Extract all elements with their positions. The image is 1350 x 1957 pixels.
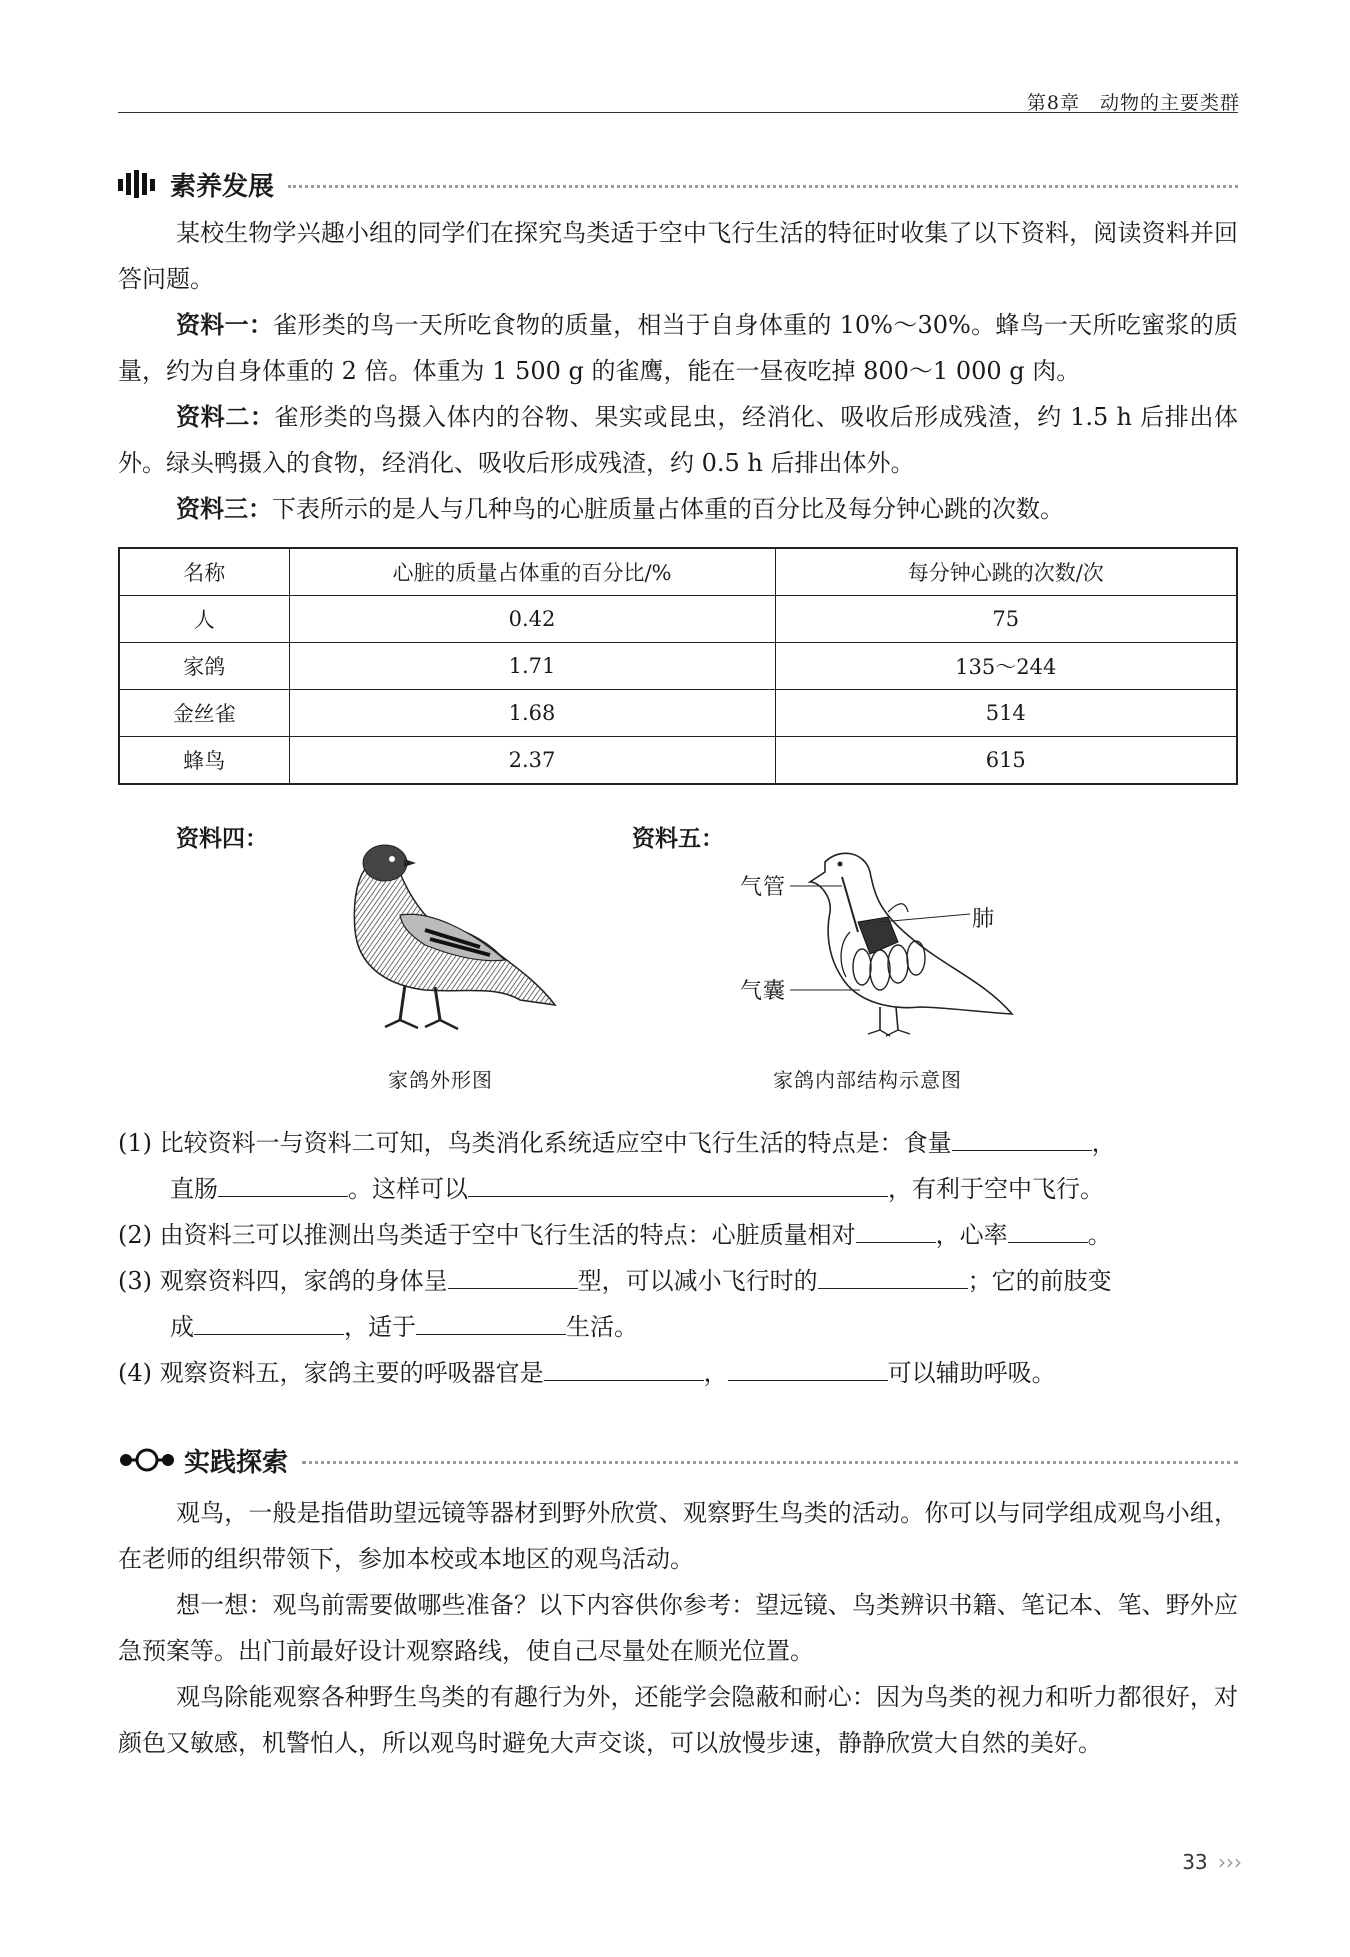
- answer-blank[interactable]: [416, 1308, 566, 1335]
- material3-text: 下表所示的是人与几种鸟的心脏质量占体重的百分比及每分钟心跳的次数。: [272, 495, 1064, 523]
- answer-blank[interactable]: [194, 1308, 344, 1335]
- question-text: (2) 由资料三可以推测出鸟类适于空中飞行生活的特点：心脏质量相对: [118, 1221, 856, 1249]
- table-row: [119, 643, 1237, 690]
- intro-paragraph: 某校生物学兴趣小组的同学们在探究鸟类适于空中飞行生活的特征时收集了以下资料，阅读资料并回答问题。: [118, 219, 1238, 293]
- table-cell: 家鸽: [119, 643, 289, 690]
- question-text: ，有利于空中飞行。: [888, 1175, 1104, 1203]
- section-title: 实践探索: [184, 1447, 289, 1478]
- linked-circles-icon: [118, 1445, 176, 1475]
- table-row: [119, 737, 1237, 785]
- material1-paragraph: [118, 302, 1238, 394]
- table-cell: 1.71: [289, 643, 775, 690]
- table-header-cell: 每分钟心跳的次数/次: [775, 548, 1237, 596]
- table-header-cell: 名称: [119, 548, 289, 596]
- chapter-header: 第8章 动物的主要类群: [1026, 92, 1240, 114]
- question-3-cont: [170, 1304, 1238, 1350]
- answer-blank[interactable]: [856, 1216, 936, 1243]
- answer-blank[interactable]: [1008, 1216, 1088, 1243]
- question-4: [118, 1350, 1238, 1396]
- table-header-row: [119, 548, 1237, 596]
- table-row: [119, 690, 1237, 737]
- heart-rate-table: [118, 547, 1238, 785]
- page-arrows-icon: ›››: [1218, 1850, 1242, 1874]
- question-text: 型，可以减小飞行时的: [577, 1267, 818, 1295]
- table-cell: 蜂鸟: [119, 737, 289, 785]
- label-trachea: 气管: [740, 875, 787, 900]
- table-cell: 2.37: [289, 737, 775, 785]
- table-row: [119, 596, 1237, 643]
- material2-label: 资料二：: [176, 403, 275, 431]
- question-text: 可以辅助呼吸。: [887, 1359, 1056, 1387]
- dotted-divider: [288, 185, 1238, 188]
- answer-blank[interactable]: [468, 1170, 888, 1197]
- question-text: ，: [1091, 1129, 1116, 1157]
- question-text: 生活。: [566, 1313, 638, 1341]
- header-rule: [118, 112, 1238, 113]
- answer-blank[interactable]: [728, 1354, 888, 1381]
- pigeon-illustration: [330, 835, 560, 1045]
- practice-paragraph-2: 想一想：观鸟前需要做哪些准备？以下内容供你参考：望远镜、鸟类辨识书籍、笔记本、笔、野外应急预案等。出门前最好设计观察路线，使自己尽量处在顺光位置。: [118, 1591, 1238, 1665]
- table-cell: 75: [775, 596, 1237, 643]
- material3-paragraph: [118, 486, 1238, 532]
- page-number: [1182, 1850, 1242, 1874]
- fig5-caption: 家鸽内部结构示意图: [773, 1068, 962, 1092]
- table-cell: 615: [775, 737, 1237, 785]
- table-cell: 人: [119, 596, 289, 643]
- question-text: 成: [170, 1313, 194, 1341]
- practice-paragraph-3: 观鸟除能观察各种野生鸟类的有趣行为外，还能学会隐蔽和耐心：因为鸟类的视力和听力都很好，对颜色又敏感，机警怕人，所以观鸟时避免大声交谈，可以放慢步速，静静欣赏大自然的美好。: [118, 1683, 1238, 1757]
- pigeon-internal-diagram: [780, 842, 1020, 1042]
- question-text: ，适于: [344, 1313, 416, 1341]
- table-cell: 1.68: [289, 690, 775, 737]
- sound-bars-icon: [118, 170, 162, 198]
- table-header-cell: 心脏的质量占体重的百分比/%: [289, 548, 775, 596]
- dotted-divider: [302, 1461, 1238, 1464]
- fig4-caption: 家鸽外形图: [388, 1068, 493, 1092]
- question-text: ，: [703, 1359, 728, 1387]
- material5-label: 资料五：: [632, 826, 724, 852]
- question-text: 。这样可以: [348, 1175, 468, 1203]
- question-2: [118, 1212, 1238, 1258]
- question-1: [118, 1120, 1238, 1166]
- answer-blank[interactable]: [218, 1170, 348, 1197]
- label-airsac: 气囊: [740, 979, 787, 1004]
- question-text: 直肠: [170, 1175, 218, 1203]
- question-text: (4) 观察资料五，家鸽主要的呼吸器官是: [118, 1359, 544, 1387]
- table-cell: 金丝雀: [119, 690, 289, 737]
- material2-text: 雀形类的鸟摄入体内的谷物、果实或昆虫，经消化、吸收后形成残渣，约 1.5 h 后排出体外。绿头鸭摄入的食物，经消化、吸收后形成残渣，约 0.5 h 后排出体外。: [118, 403, 1239, 477]
- section-title: 素养发展: [170, 171, 275, 202]
- question-3: [118, 1258, 1238, 1304]
- label-lung: 肺: [972, 907, 996, 932]
- material3-label: 资料三：: [176, 495, 272, 523]
- section-heading-suyang: [118, 164, 1238, 204]
- material2-paragraph: [118, 394, 1238, 486]
- question-text: (1) 比较资料一与资料二可知，鸟类消化系统适应空中飞行生活的特点是：食量: [118, 1129, 952, 1157]
- table-cell: 135～244: [775, 643, 1237, 690]
- answer-blank[interactable]: [448, 1262, 578, 1289]
- material1-label: 资料一：: [176, 311, 274, 339]
- answer-blank[interactable]: [952, 1124, 1092, 1151]
- material1-text: 雀形类的鸟一天所吃食物的质量，相当于自身体重的 10%～30%。蜂鸟一天所吃蜜浆的质量，约为自身体重的 2 倍。体重为 1 500 g 的雀鹰，能在一昼夜吃掉 800～1 000 g 肉。: [118, 311, 1238, 385]
- question-text: ；它的前肢变: [967, 1267, 1112, 1295]
- practice-paragraph-1: 观鸟，一般是指借助望远镜等器材到野外欣赏、观察野生鸟类的活动。你可以与同学组成观鸟小组，在老师的组织带领下，参加本校或本地区的观鸟活动。: [118, 1499, 1238, 1573]
- question-text: 。: [1087, 1221, 1112, 1249]
- question-1-cont: [170, 1166, 1238, 1212]
- table-cell: 0.42: [289, 596, 775, 643]
- answer-blank[interactable]: [544, 1354, 704, 1381]
- page-number-value: 33: [1182, 1850, 1208, 1874]
- section-heading-shijian: [118, 1440, 1238, 1480]
- question-text: ，心率: [935, 1221, 1008, 1249]
- question-text: (3) 观察资料四，家鸽的身体呈: [118, 1267, 448, 1295]
- table-cell: 514: [775, 690, 1237, 737]
- material4-label: 资料四：: [176, 826, 268, 852]
- answer-blank[interactable]: [818, 1262, 968, 1289]
